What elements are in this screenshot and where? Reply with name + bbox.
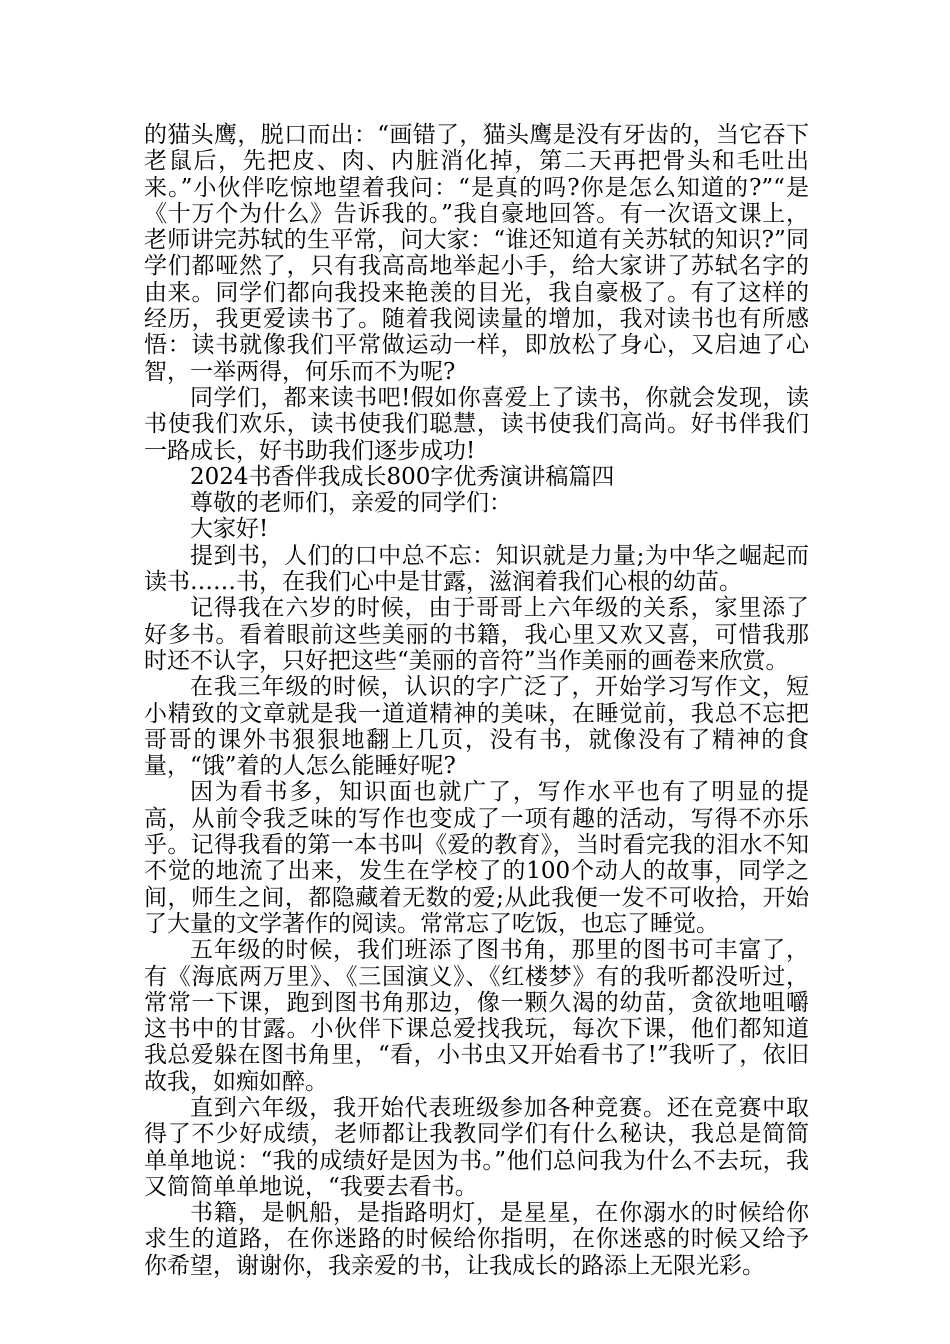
body-paragraph: 五年级的时候，我们班添了图书角，那里的图书可丰富了，有《海底两万里》、《三国演义》、《红楼梦》有的我听都没听过，常常一下课，跑到图书角那边，像一颗久渴的幼苗，贪欲地咀嚼这书中的甘露。小伙伴下课总爱找我玩，每次下课，他们都知道我总爱躲在图书角里，“看，小书虫又开始看书了!”我听了，依旧故我，如痴如醉。 [144, 937, 809, 1095]
body-paragraph: 书籍，是帆船，是指路明灯，是星星，在你溺水的时候给你求生的道路，在你迷路的时候给你指明，在你迷惑的时候又给予你希望，谢谢你，我亲爱的书，让我成长的路添上无限光彩。 [144, 1200, 809, 1279]
salutation: 尊敬的老师们，亲爱的同学们： [190, 490, 512, 517]
body-paragraph: 因为看书多，知识面也就广了，写作水平也有了明显的提高，从前令我乏味的写作也变成了一项有趣的活动，写得不亦乐乎。记得我看的第一本书叫《爱的教育》，当时看完我的泪水不知不觉的地流了出来，发生在学校了的100个动人的故事，同学之间，师生之间，都隐藏着无数的爱;从此我便一发不可收拾，开始了大量的文学著作的阅读。常常忘了吃饭，也忘了睡觉。 [144, 779, 809, 937]
body-paragraph: 提到书，人们的口中总不忘：知识就是力量;为中华之崛起而读书……书，在我们心中是甘露，滋润着我们心根的幼苗。 [144, 542, 809, 596]
body-paragraph: 的猫头鹰，脱口而出：“画错了，猫头鹰是没有牙齿的，当它吞下老鼠后，先把皮、肉、内脏消化掉，第二天再把骨头和毛吐出来。”小伙伴吃惊地望着我问：“是真的吗?你是怎么知道的?”“是《十万个为什么》告诉我的。”我自豪地回答。有一次语文课上，老师讲完苏轼的生平常，问大家：“谁还知道有关苏轼的知识?”同学们都哑然了，只有我高高地举起小手，给大家讲了苏轼名字的由来。同学们都向我投来艳羡的目光，我自豪极了。有了这样的经历，我更爱读书了。随着我阅读量的增加，我对读书也有所感悟：读书就像我们平常做运动一样，即放松了身心，又启迪了心智，一举两得，何乐而不为呢? [144, 122, 809, 385]
section-heading: 2024书香伴我成长800字优秀演讲稿篇四 [190, 463, 615, 490]
body-paragraph: 直到六年级，我开始代表班级参加各种竞赛。还在竞赛中取得了不少好成绩，老师都让我教同学们有什么秘诀，我总是简简单单地说：“我的成绩好是因为书。”他们总问我为什么不去玩，我又简简单单地说，“我要去看书。 [144, 1094, 809, 1200]
greeting: 大家好! [190, 516, 269, 543]
body-paragraph: 记得我在六岁的时候，由于哥哥上六年级的关系，家里添了好多书。看着眼前这些美丽的书籍，我心里又欢又喜，可惜我那时还不认字，只好把这些“美丽的音符”当作美丽的画卷来欣赏。 [144, 595, 809, 674]
body-paragraph: 同学们，都来读书吧!假如你喜爱上了读书，你就会发现，读书使我们欢乐，读书使我们聪慧，读书使我们高尚。好书伴我们一路成长，好书助我们逐步成功! [144, 384, 809, 464]
body-paragraph: 在我三年级的时候，认识的字广泛了，开始学习写作文，短小精致的文章就是我一道道精神的美味，在睡觉前，我总不忘把哥哥的课外书狠狠地翻上几页，没有书，就像没有了精神的食量，“饿”着的人怎么能睡好呢? [144, 674, 809, 780]
document-page [144, 122, 809, 1279]
